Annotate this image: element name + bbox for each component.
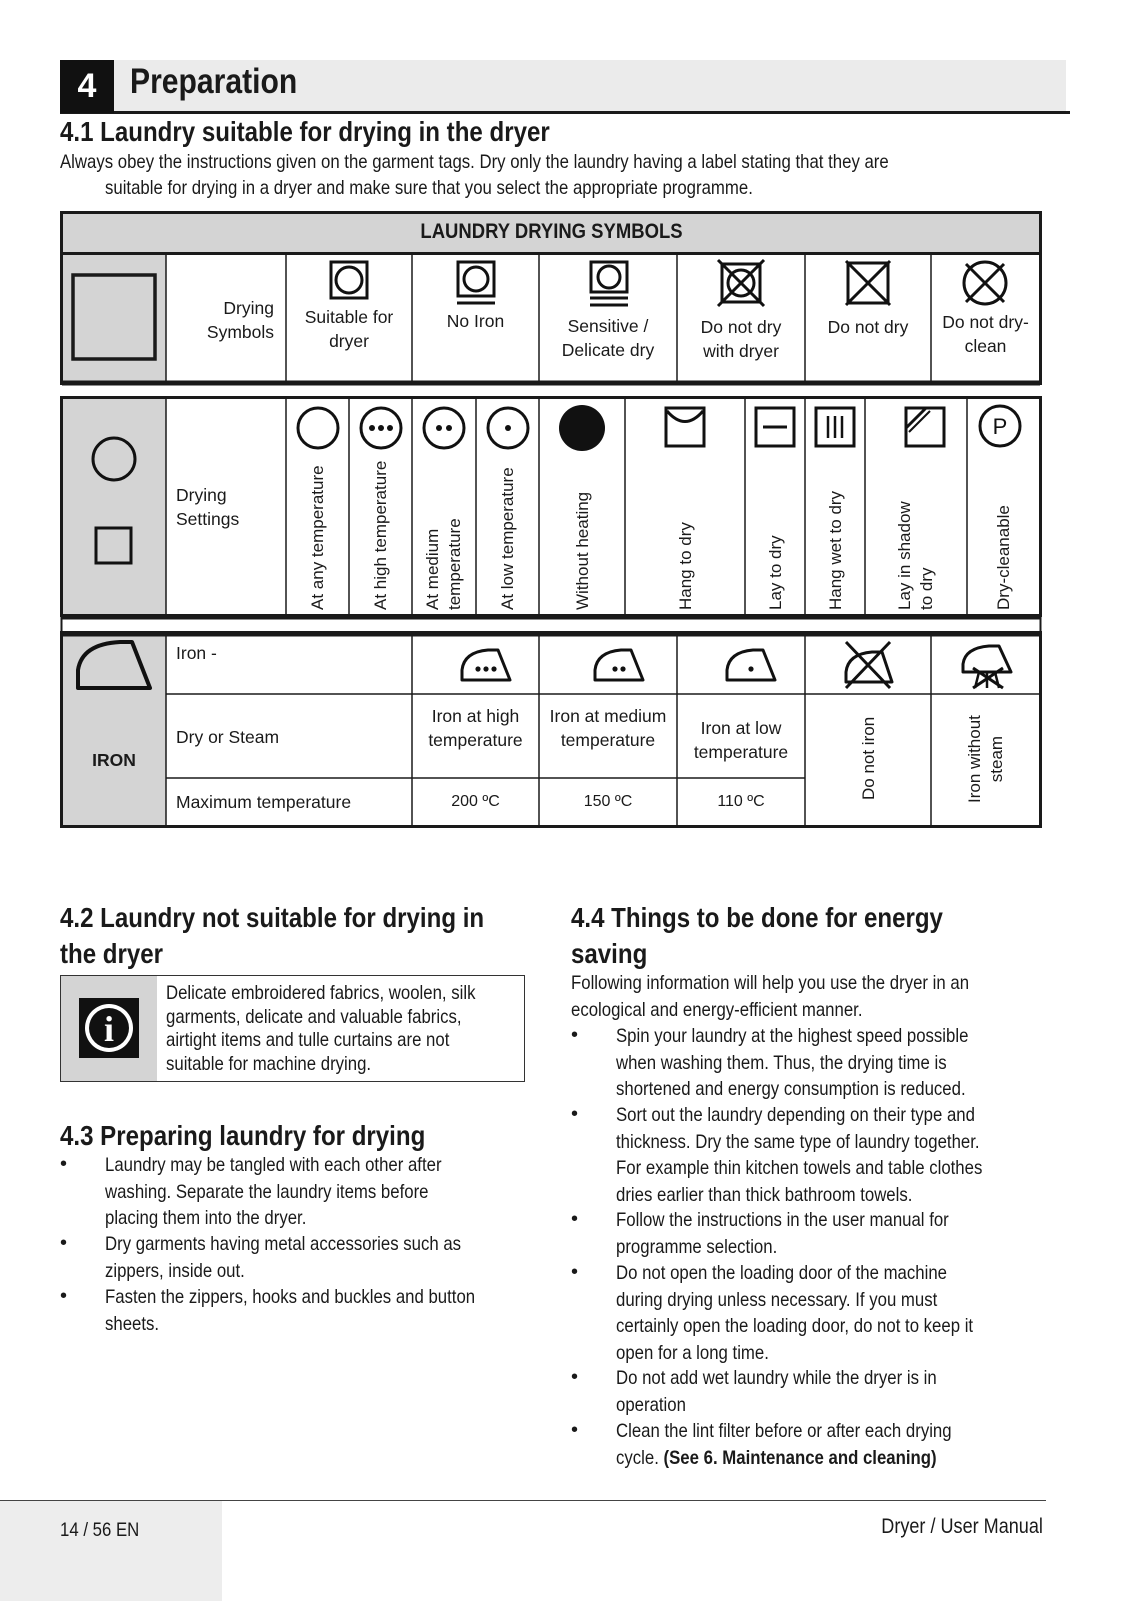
section-4-2-heading: 4.2 Laundry not suitable for drying in the dryer bbox=[60, 902, 485, 969]
maintenance-cross-reference: (See 6. Maintenance and cleaning) bbox=[663, 1446, 937, 1469]
without-heating-icon bbox=[557, 403, 607, 453]
bullet: • bbox=[571, 1103, 579, 1125]
do-not-iron-icon bbox=[840, 638, 896, 690]
bullet: • bbox=[571, 1261, 579, 1283]
temp-low: 110 ºC bbox=[717, 793, 765, 810]
medium-temperature-icon bbox=[421, 405, 467, 451]
s44-bullet-5: Do not add wet laundry while the dryer is in operation bbox=[616, 1367, 937, 1416]
setting-label-any-temperature: At any temperature bbox=[308, 465, 327, 610]
sensitive-delicate-dry-icon bbox=[588, 260, 630, 308]
info-note-text: Delicate embroidered fabrics, woolen, silk garments, delicate and valuable fabrics, airtight items and tulle curtains are not suitable for machine drying. bbox=[166, 982, 476, 1075]
drying-symbols-square-icon bbox=[62, 253, 166, 383]
iron-icon bbox=[62, 634, 166, 694]
setting-label-dry-cleanable: Dry-cleanable bbox=[994, 505, 1013, 610]
do-not-iron-label: Do not iron bbox=[859, 716, 878, 800]
bullet: • bbox=[60, 1285, 68, 1307]
info-note-box bbox=[60, 975, 525, 1082]
suitable-for-dryer-icon bbox=[329, 260, 369, 300]
section-4-1-heading: 4.1 Laundry suitable for drying in the dryer bbox=[60, 116, 550, 147]
do-not-dry-clean-icon bbox=[960, 258, 1010, 308]
setting-label-medium-temperature: At medium temperature bbox=[423, 518, 464, 610]
do-not-dry-with-dryer-icon bbox=[716, 258, 766, 308]
lay-in-shadow-icon bbox=[904, 406, 946, 448]
section-4-1-line-1: Always obey the instructions given on the garment tags. Dry only the laundry having a label stating that they are bbox=[60, 151, 889, 173]
setting-label-lay-in-shadow: Lay in shadow to dry bbox=[895, 501, 936, 610]
s43-bullet-1: Laundry may be tangled with each other after washing. Separate the laundry items before placing them into the dryer. bbox=[105, 1154, 442, 1229]
setting-label-lay-to-dry: Lay to dry bbox=[766, 535, 785, 610]
iron-low-label: Iron at low temperature bbox=[693, 718, 789, 762]
footer-page-number: 14 / 56 EN bbox=[60, 1519, 140, 1541]
s44-bullet-1: Spin your laundry at the highest speed possible when washing them. Thus, the drying time is shortened and energy consumption is reduced. bbox=[616, 1025, 969, 1100]
row-label-drying-symbols: Drying Symbols bbox=[206, 298, 274, 342]
symbol-label-no-iron: No Iron bbox=[446, 311, 505, 331]
symbol-label-do-not-dry: Do not dry bbox=[827, 317, 909, 337]
s44-bullet-4: Do not open the loading door of the machine during drying unless necessary. If you must certainly open the loading door, do not to keep it open for a long time. bbox=[616, 1262, 974, 1364]
iron-without-steam-label: Iron without steam bbox=[965, 715, 1006, 803]
section-4-3-heading: 4.3 Preparing laundry for drying bbox=[60, 1120, 426, 1151]
setting-label-low-temperature: At low temperature bbox=[498, 467, 517, 610]
s44-intro: Following information will help you use the dryer in an ecological and energy-efficient manner. bbox=[571, 972, 970, 1021]
s43-bullet-3: Fasten the zippers, hooks and buckles and button sheets. bbox=[105, 1286, 476, 1335]
dry-cleanable-icon bbox=[977, 403, 1023, 449]
iron-medium-temperature-icon bbox=[591, 644, 647, 684]
low-temperature-icon bbox=[485, 405, 531, 451]
drying-settings-icons bbox=[62, 397, 166, 615]
do-not-dry-icon bbox=[843, 258, 893, 308]
row-label-dry-or-steam: Dry or Steam bbox=[176, 727, 280, 747]
svg-text:P: P bbox=[992, 414, 1008, 439]
section-4-1-line-2: suitable for drying in a dryer and make sure that you select the appropriate programme. bbox=[105, 177, 753, 199]
bullet: • bbox=[571, 1419, 579, 1441]
iron-medium-label: Iron at medium temperature bbox=[549, 706, 667, 750]
hang-to-dry-icon bbox=[664, 406, 706, 448]
chapter-title: Preparation bbox=[130, 62, 298, 101]
row-label-maximum-temperature: Maximum temperature bbox=[176, 792, 352, 812]
symbol-label-do-not-dry-clean: Do not dry- clean bbox=[942, 312, 1029, 356]
temp-high: 200 ºC bbox=[451, 793, 500, 810]
no-iron-icon bbox=[455, 260, 497, 308]
info-icon bbox=[79, 998, 139, 1058]
section-4-4-heading: 4.4 Things to be done for energy saving bbox=[571, 902, 943, 969]
row-label-drying-settings: Drying Settings bbox=[176, 485, 240, 529]
s44-bullet-6: Clean the lint filter before or after each drying cycle. (See 6. Maintenance and cleaning) bbox=[616, 1420, 952, 1469]
info-icon-panel bbox=[61, 976, 157, 1081]
footer-rule bbox=[0, 1500, 1046, 1501]
setting-label-hang-wet-to-dry: Hang wet to dry bbox=[826, 490, 845, 610]
bullet: • bbox=[60, 1232, 68, 1254]
footer-page-box bbox=[0, 1500, 222, 1601]
bullet: • bbox=[571, 1024, 579, 1046]
chapter-number: 4 bbox=[60, 60, 114, 113]
row-label-iron: Iron - bbox=[176, 643, 217, 663]
bullet: • bbox=[60, 1153, 68, 1175]
iron-low-temperature-icon bbox=[723, 644, 779, 684]
iron-without-steam-icon bbox=[957, 638, 1017, 690]
table-title: LAUNDRY DRYING SYMBOLS bbox=[420, 220, 683, 243]
symbol-label-suitable-for-dryer: Suitable for dryer bbox=[304, 307, 394, 351]
setting-label-hang-to-dry: Hang to dry bbox=[676, 522, 695, 610]
bullet: • bbox=[571, 1208, 579, 1230]
iron-label: IRON bbox=[92, 750, 136, 770]
high-temperature-icon bbox=[358, 405, 404, 451]
any-temperature-icon bbox=[295, 405, 341, 451]
hang-wet-to-dry-icon bbox=[814, 406, 856, 448]
s44-bullet-3: Follow the instructions in the user manual for programme selection. bbox=[616, 1209, 949, 1258]
temp-medium: 150 ºC bbox=[583, 793, 633, 810]
setting-label-without-heating: Without heating bbox=[573, 491, 592, 610]
iron-high-label: Iron at high temperature bbox=[428, 706, 523, 750]
svg-text:i: i bbox=[103, 1009, 115, 1049]
symbol-label-do-not-dry-with-dryer: Do not dry with dryer bbox=[700, 317, 782, 361]
iron-high-temperature-icon bbox=[458, 644, 514, 684]
lay-to-dry-icon bbox=[754, 406, 796, 448]
footer-document-title: Dryer / User Manual bbox=[881, 1515, 1043, 1538]
setting-label-high-temperature: At high temperature bbox=[371, 460, 390, 610]
bullet: • bbox=[571, 1366, 579, 1388]
s44-bullet-2: Sort out the laundry depending on their type and thickness. Dry the same type of laundry together. For example thin kitchen towels and table clothes dries earlier than thick bathroom towels. bbox=[616, 1104, 983, 1206]
symbol-label-sensitive-delicate-dry: Sensitive / Delicate dry bbox=[561, 316, 655, 360]
s43-bullet-2: Dry garments having metal accessories such as zippers, inside out. bbox=[105, 1233, 462, 1282]
